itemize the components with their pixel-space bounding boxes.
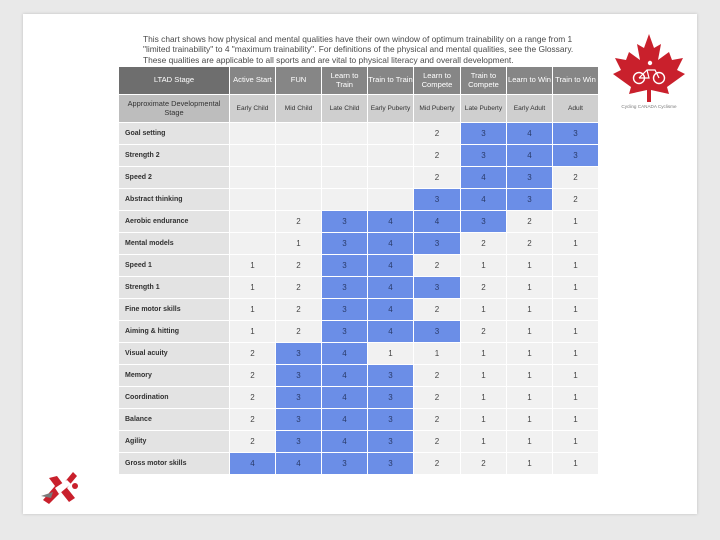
row-label: Balance: [119, 409, 229, 430]
trainability-cell: 2: [276, 299, 321, 320]
trainability-cell: 1: [230, 255, 275, 276]
stage-header-row: [119, 67, 598, 94]
row-label: Agility: [119, 431, 229, 452]
stage-header: Train to Win: [553, 67, 598, 94]
trainability-cell: 3: [461, 123, 506, 144]
stage-header: Train to Compete: [461, 67, 506, 94]
trainability-cell: 2: [461, 233, 506, 254]
stage-header: Learn to Win: [507, 67, 552, 94]
table-row: [119, 365, 598, 386]
trainability-cell: [322, 145, 367, 166]
intro-text: This chart shows how physical and mental qualities have their own window of optimum trainability on a range from 1 "limited trainability" to 4 "maximum trainability". For definitions of the physical and mental qualities, see the Glossary. These qualities are applicable to all sports and are vital to physical literacy and overall development.: [143, 34, 574, 65]
stage-header: Learn to Train: [322, 67, 367, 94]
trainability-cell: [230, 145, 275, 166]
trainability-cell: 2: [414, 167, 460, 188]
row-label: Memory: [119, 365, 229, 386]
trainability-cell: 1: [507, 277, 552, 298]
table-row: [119, 123, 598, 144]
trainability-cell: 1: [461, 365, 506, 386]
trainability-cell: 2: [414, 255, 460, 276]
trainability-cell: 3: [322, 255, 367, 276]
table-row: [119, 145, 598, 166]
trainability-cell: 1: [414, 343, 460, 364]
trainability-cell: [230, 211, 275, 232]
age-header: Adult: [553, 95, 598, 122]
trainability-cell: 4: [322, 387, 367, 408]
trainability-cell: 3: [553, 145, 598, 166]
age-header: Late Puberty: [461, 95, 506, 122]
table-row: [119, 321, 598, 342]
trainability-cell: [322, 123, 367, 144]
trainability-cell: 2: [230, 431, 275, 452]
trainability-cell: 2: [414, 409, 460, 430]
trainability-cell: 1: [553, 343, 598, 364]
trainability-cell: 3: [507, 167, 552, 188]
table-row: [119, 233, 598, 254]
trainability-cell: 1: [461, 409, 506, 430]
trainability-cell: 4: [322, 431, 367, 452]
stage-header: Train to Train: [368, 67, 413, 94]
trainability-cell: 2: [553, 167, 598, 188]
trainability-cell: 2: [414, 431, 460, 452]
trainability-cell: 1: [507, 453, 552, 474]
trainability-cell: 2: [414, 123, 460, 144]
trainability-cell: 1: [553, 299, 598, 320]
trainability-cell: 2: [414, 453, 460, 474]
trainability-cell: 4: [507, 123, 552, 144]
trainability-cell: 1: [461, 343, 506, 364]
table-row: [119, 255, 598, 276]
stage-header: FUN: [276, 67, 321, 94]
trainability-cell: 1: [553, 233, 598, 254]
trainability-cell: 1: [553, 365, 598, 386]
stage-header: Active Start: [230, 67, 275, 94]
stage-header: Learn to Compete: [414, 67, 460, 94]
trainability-cell: 1: [507, 321, 552, 342]
table-row: [119, 431, 598, 452]
trainability-cell: 1: [461, 255, 506, 276]
trainability-cell: 3: [414, 189, 460, 210]
trainability-cell: 1: [230, 277, 275, 298]
age-header: Early Adult: [507, 95, 552, 122]
trainability-cell: 1: [276, 233, 321, 254]
trainability-cell: 4: [461, 167, 506, 188]
trainability-cell: 2: [507, 211, 552, 232]
table-row: [119, 189, 598, 210]
cycling-canada-logo: [609, 32, 689, 112]
trainability-cell: 1: [553, 387, 598, 408]
row-label: Gross motor skills: [119, 453, 229, 474]
row-label: Coordination: [119, 387, 229, 408]
trainability-cell: [368, 167, 413, 188]
trainability-cell: 3: [461, 211, 506, 232]
trainability-cell: 1: [230, 321, 275, 342]
stage-header-label: LTAD Stage: [119, 67, 229, 94]
trainability-cell: 4: [461, 189, 506, 210]
age-header-label: Approximate Developmental Stage: [119, 95, 229, 122]
trainability-cell: 3: [322, 233, 367, 254]
trainability-cell: 3: [461, 145, 506, 166]
trainability-cell: 2: [230, 387, 275, 408]
trainability-cell: [230, 189, 275, 210]
trainability-cell: [276, 145, 321, 166]
table-row: [119, 299, 598, 320]
trainability-cell: 1: [507, 343, 552, 364]
trainability-cell: 2: [461, 453, 506, 474]
trainability-cell: 4: [368, 255, 413, 276]
table-row: [119, 453, 598, 474]
age-header: Late Child: [322, 95, 367, 122]
trainability-cell: 4: [368, 233, 413, 254]
table-row: [119, 211, 598, 232]
trainability-cell: 3: [322, 453, 367, 474]
table-row: [119, 167, 598, 188]
trainability-cell: 4: [368, 277, 413, 298]
trainability-cell: 3: [322, 211, 367, 232]
trainability-cell: [230, 233, 275, 254]
trainability-cell: [322, 189, 367, 210]
age-header: Early Puberty: [368, 95, 413, 122]
trainability-cell: [230, 123, 275, 144]
trainability-cell: 1: [461, 299, 506, 320]
trainability-cell: 1: [507, 255, 552, 276]
trainability-cell: 1: [553, 277, 598, 298]
trainability-cell: 1: [507, 365, 552, 386]
trainability-cell: 2: [230, 365, 275, 386]
trainability-cell: 1: [553, 431, 598, 452]
trainability-cell: 4: [276, 453, 321, 474]
trainability-cell: 1: [461, 431, 506, 452]
maple-leaf-icon: [609, 32, 689, 104]
brand-text: Cycling CANADA Cyclisme: [621, 104, 677, 109]
trainability-cell: [230, 167, 275, 188]
trainability-cell: 1: [553, 409, 598, 430]
table-row: [119, 277, 598, 298]
trainability-cell: 1: [368, 343, 413, 364]
trainability-table: [118, 66, 599, 475]
trainability-cell: 3: [322, 321, 367, 342]
trainability-cell: 3: [276, 387, 321, 408]
trainability-cell: [276, 123, 321, 144]
trainability-cell: 2: [230, 409, 275, 430]
trainability-cell: 4: [368, 299, 413, 320]
trainability-cell: 3: [368, 409, 413, 430]
trainability-cell: 3: [368, 453, 413, 474]
trainability-cell: 4: [368, 211, 413, 232]
trainability-cell: 3: [276, 431, 321, 452]
trainability-cell: 1: [553, 321, 598, 342]
row-label: Speed 1: [119, 255, 229, 276]
trainability-cell: 1: [507, 431, 552, 452]
trainability-cell: 1: [507, 387, 552, 408]
trainability-cell: 1: [230, 299, 275, 320]
trainability-cell: 3: [414, 233, 460, 254]
trainability-cell: [368, 145, 413, 166]
trainability-cell: 4: [507, 145, 552, 166]
trainability-cell: 1: [553, 453, 598, 474]
trainability-cell: 3: [553, 123, 598, 144]
trainability-cell: [276, 189, 321, 210]
row-label: Mental models: [119, 233, 229, 254]
trainability-cell: 3: [507, 189, 552, 210]
trainability-cell: 4: [414, 211, 460, 232]
trainability-cell: 2: [276, 211, 321, 232]
row-label: Goal setting: [119, 123, 229, 144]
trainability-cell: 2: [553, 189, 598, 210]
trainability-cell: 3: [368, 387, 413, 408]
trainability-cell: 2: [414, 145, 460, 166]
trainability-cell: 1: [507, 299, 552, 320]
trainability-cell: 3: [414, 277, 460, 298]
trainability-cell: 2: [414, 365, 460, 386]
age-header: Mid Puberty: [414, 95, 460, 122]
row-label: Aiming & hitting: [119, 321, 229, 342]
trainability-cell: 3: [368, 365, 413, 386]
trainability-cell: 4: [322, 343, 367, 364]
athlete-logo-icon: [39, 466, 85, 506]
trainability-cell: 2: [414, 387, 460, 408]
row-label: Strength 1: [119, 277, 229, 298]
trainability-cell: 3: [276, 343, 321, 364]
trainability-cell: 1: [553, 211, 598, 232]
trainability-cell: 2: [230, 343, 275, 364]
trainability-cell: 3: [322, 299, 367, 320]
table-row: [119, 343, 598, 364]
trainability-cell: 3: [414, 321, 460, 342]
trainability-cell: 2: [276, 321, 321, 342]
age-header: Early Child: [230, 95, 275, 122]
trainability-cell: [368, 189, 413, 210]
age-header-row: [119, 95, 598, 122]
trainability-cell: 2: [414, 299, 460, 320]
trainability-cell: 4: [322, 409, 367, 430]
row-label: Strength 2: [119, 145, 229, 166]
trainability-cell: 3: [368, 431, 413, 452]
trainability-cell: 1: [461, 387, 506, 408]
trainability-cell: 3: [322, 277, 367, 298]
table-row: [119, 387, 598, 408]
age-header: Mid Child: [276, 95, 321, 122]
trainability-cell: 4: [322, 365, 367, 386]
row-label: Fine motor skills: [119, 299, 229, 320]
trainability-cell: 2: [276, 277, 321, 298]
row-label: Speed 2: [119, 167, 229, 188]
trainability-cell: 3: [276, 365, 321, 386]
trainability-cell: 4: [230, 453, 275, 474]
ltad-logo: [39, 466, 85, 506]
trainability-cell: 1: [507, 409, 552, 430]
trainability-cell: 2: [461, 277, 506, 298]
trainability-cell: [276, 167, 321, 188]
trainability-cell: [322, 167, 367, 188]
row-label: Visual acuity: [119, 343, 229, 364]
row-label: Abstract thinking: [119, 189, 229, 210]
row-label: Aerobic endurance: [119, 211, 229, 232]
table-row: [119, 409, 598, 430]
trainability-cell: 2: [276, 255, 321, 276]
trainability-cell: [368, 123, 413, 144]
table-body: [119, 123, 598, 474]
trainability-cell: 1: [553, 255, 598, 276]
trainability-cell: 4: [368, 321, 413, 342]
trainability-cell: 2: [507, 233, 552, 254]
trainability-cell: 3: [276, 409, 321, 430]
trainability-cell: 2: [461, 321, 506, 342]
